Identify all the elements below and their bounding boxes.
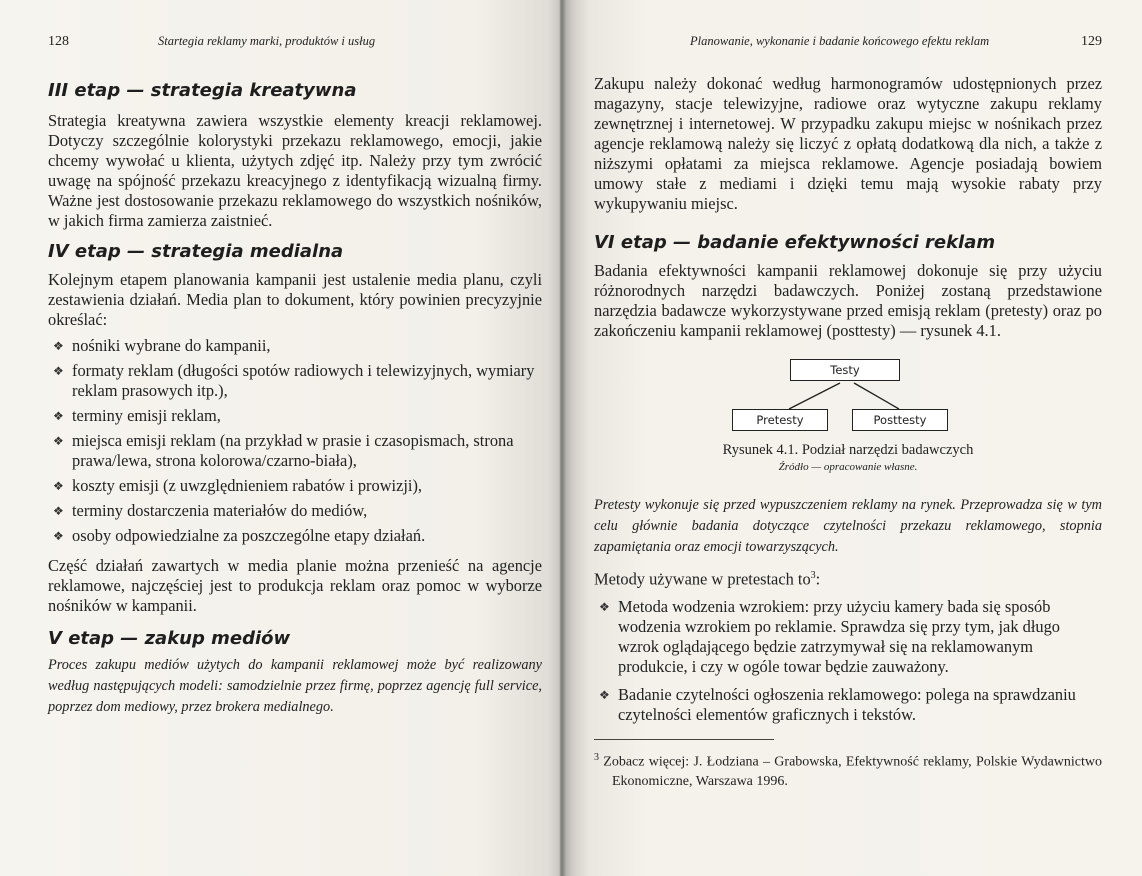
bullet-icon: ❖	[53, 409, 64, 423]
list-item-text: Badanie czytelności ogłoszenia reklamowego: polega na sprawdzaniu czytelności elementów graficznych i tekstów.	[618, 685, 1076, 725]
bullet-icon: ❖	[53, 529, 64, 543]
paragraph-agencje: Część działań zawartych w media planie można przenieść na agencje reklamowe, najczęściej jest to produkcja reklam oraz pomoc w wyborze nośników w kampanii.	[48, 556, 542, 615]
list-item	[48, 501, 542, 521]
list-item-text: koszty emisji (z uwzględnieniem rabatów i prowizji),	[72, 476, 423, 495]
running-title-right: Planowanie, wykonanie i badanie końcowego efektu reklam	[690, 34, 990, 48]
paragraph-zakup-mediow: Proces zakupu mediów użytych do kampanii reklamowej może być realizowany według następujących modeli: samodzielnie przez firmę, poprzez agencję full service, poprzez dom mediowy, przez brokera medialnego.	[48, 657, 542, 715]
list-item	[48, 526, 542, 546]
metody-text: Metody używane w pretestach to	[594, 569, 811, 589]
right-page	[560, 0, 1142, 876]
page-number-left: 128	[48, 34, 69, 49]
metody-list	[594, 597, 1102, 725]
list-item-text: formaty reklam (długości spotów radiowych i telewizyjnych, wymiary reklam prasowych itp.),	[72, 361, 535, 400]
bullet-icon: ❖	[53, 479, 64, 493]
book-gutter-shadow	[548, 0, 574, 876]
list-item-text: nośniki wybrane do kampanii,	[72, 336, 271, 355]
paragraph-media-plan: Kolejnym etapem planowania kampanii jest ustalenie media planu, czyli zestawienia działań. Media plan to dokument, który powinien precyzyjnie określać:	[48, 270, 542, 329]
connector-line-right	[854, 383, 899, 409]
list-item	[48, 476, 542, 496]
figure-source: Źródło — opracowanie własne.	[778, 461, 918, 473]
list-item-text: terminy emisji reklam,	[72, 406, 221, 425]
paragraph-zakup: Zakupu należy dokonać według harmonogramów udostępnionych przez magazyny, stacje telewizyjne, radiowe oraz wytyczne zakupu reklamy zewnętrznej i internetowej. W przypadku zakupu miejsc w nośnikach przez agencje reklamową należy się liczyć z opłatą dodatkową dla nich, a także z niższymi opłatami za miejsca reklamowe. Agencje posiadają bowiem umowy stałe z mediami i dzięki temu mają wysokie rabaty przy wykupywaniu miejsc.	[594, 74, 1102, 213]
paragraph-badania: Badania efektywności kampanii reklamowej dokonuje się przy użyciu różnorodnych narzędzi badawczych. Poniżej zostaną przedstawione narzędzia badawcze wykorzystywane przed emisją reklam (pretesty) oraz po zakończeniu kampanii reklamowej (posttesty) — rysunek 4.1.	[594, 261, 1102, 340]
figure-diagram	[594, 359, 1102, 447]
list-item	[48, 431, 542, 471]
figure-caption: Rysunek 4.1. Podział narzędzi badawczych	[722, 442, 974, 458]
diagram-node-posttesty: Posttesty	[852, 409, 948, 431]
list-item-text: osoby odpowiedzialne za poszczególne etapy działań.	[72, 526, 426, 545]
footnote-rule	[594, 739, 774, 740]
heading-badanie-efektywnosci: VI etap — badanie efektywności reklam	[594, 232, 996, 253]
footnote-mark: 3	[594, 752, 599, 764]
footnote-text: Zobacz więcej: J. Łodziana – Grabowska, Efektywność reklamy, Polskie Wydawnictwo Ekonomiczne, Warszawa 1996.	[603, 755, 1102, 790]
running-header-right	[594, 34, 1102, 52]
list-item	[48, 406, 542, 426]
list-item	[594, 685, 1102, 725]
metody-colon: :	[815, 569, 821, 589]
connector-line-left	[789, 383, 840, 409]
bullet-icon: ❖	[53, 504, 64, 518]
bullet-icon: ❖	[599, 600, 610, 615]
running-title-left: Startegia reklamy marki, produktów i usług	[158, 34, 376, 48]
running-header-left	[48, 34, 542, 52]
paragraph-strategia-kreatywna: Strategia kreatywna zawiera wszystkie elementy kreacji reklamowej. Dotyczy szczególnie kolorystyki przekazu reklamowego, emocji, jakie chcemy wywołać u klienta, użytych zdjęć itp. Należy przy tym zwrócić uwagę na spójność przekazu kreacyjnego z identyfikacją wizualną firmy. Ważne jest dostosowanie przekazu reklamowego do wszystkich nośników, w jakich firma zamierza zaistnieć.	[48, 111, 542, 230]
list-item	[48, 336, 542, 356]
bullet-icon: ❖	[53, 434, 64, 448]
bullet-icon: ❖	[53, 364, 64, 378]
bullet-icon: ❖	[599, 688, 610, 703]
heading-zakup-mediow: V etap — zakup mediów	[48, 628, 291, 649]
list-item-text: miejsca emisji reklam (na przykład w prasie i czasopismach, strona prawa/lewa, strona kolorowa/czarno-biała),	[72, 431, 514, 470]
list-item	[48, 361, 542, 401]
footnote-ref: 3	[810, 570, 816, 581]
left-page	[0, 0, 560, 876]
footnote	[594, 748, 1102, 791]
diagram-node-pretesty: Pretesty	[732, 409, 828, 431]
heading-strategia-kreatywna: III etap — strategia kreatywna	[48, 80, 357, 101]
page-number-right: 129	[1081, 34, 1102, 49]
paragraph-pretesty: Pretesty wykonuje się przed wypuszczeniem reklamy na rynek. Przeprowadza się w tym celu głównie badania dotyczące czytelności przekazu reklamowego, stopnia zapamiętania oraz emocji towarzyszących.	[594, 497, 1102, 555]
bullet-icon: ❖	[53, 339, 64, 353]
media-plan-list	[48, 336, 542, 546]
list-item-text: Metoda wodzenia wzrokiem: przy użyciu kamery bada się sposób wodzenia wzrokiem po reklamie. Sprawdza się przy tym, jak długo wzrok oglądającego będzie zatrzymywał się na reklamowanym produkcie, i czy w ogóle towar będzie zauważony.	[618, 597, 1060, 677]
diagram-node-root: Testy	[790, 359, 900, 381]
paragraph-metody	[594, 566, 1102, 589]
heading-strategia-medialna: IV etap — strategia medialna	[48, 241, 344, 262]
list-item-text: terminy dostarczenia materiałów do mediów,	[72, 501, 368, 520]
list-item	[594, 597, 1102, 677]
